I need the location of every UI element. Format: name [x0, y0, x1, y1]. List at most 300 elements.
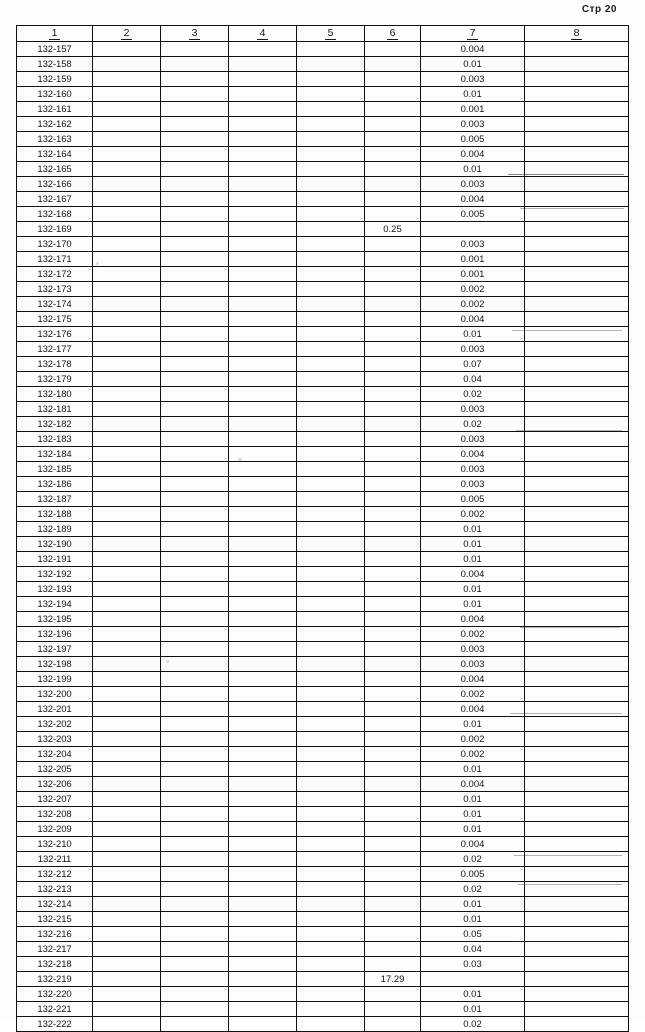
table-cell: 132-175	[17, 312, 93, 327]
table-cell: 132-159	[17, 72, 93, 87]
table-cell	[525, 252, 629, 267]
table-cell	[161, 582, 229, 597]
table-cell	[229, 42, 297, 57]
table-cell	[93, 72, 161, 87]
table-cell	[297, 537, 365, 552]
table-cell	[93, 882, 161, 897]
table-cell: 132-197	[17, 642, 93, 657]
table-cell: 0.01	[421, 327, 525, 342]
table-cell	[93, 642, 161, 657]
table-cell	[93, 927, 161, 942]
table-cell	[525, 942, 629, 957]
table-cell	[93, 687, 161, 702]
table-row	[17, 657, 629, 672]
table-cell: 132-216	[17, 927, 93, 942]
table-cell	[93, 117, 161, 132]
table-cell: 132-191	[17, 552, 93, 567]
table-cell	[525, 357, 629, 372]
table-cell	[229, 132, 297, 147]
table-cell	[525, 672, 629, 687]
scan-artifact-streak	[512, 941, 622, 942]
table-cell	[297, 687, 365, 702]
table-cell: 0.002	[421, 282, 525, 297]
table-row	[17, 582, 629, 597]
table-cell	[93, 792, 161, 807]
table-cell	[161, 777, 229, 792]
table-cell	[93, 147, 161, 162]
table-cell	[525, 372, 629, 387]
table-cell	[525, 777, 629, 792]
table-cell: 0.01	[421, 87, 525, 102]
table-cell	[525, 297, 629, 312]
table-cell: 132-188	[17, 507, 93, 522]
table-cell	[365, 402, 421, 417]
table-cell	[93, 372, 161, 387]
table-row	[17, 672, 629, 687]
table-cell: 132-204	[17, 747, 93, 762]
table-cell	[365, 792, 421, 807]
table-cell: 0.05	[421, 927, 525, 942]
table-row	[17, 147, 629, 162]
table-cell: 132-160	[17, 87, 93, 102]
table-row	[17, 357, 629, 372]
table-cell	[297, 252, 365, 267]
table-cell	[229, 822, 297, 837]
table-row	[17, 552, 629, 567]
table-cell	[365, 102, 421, 117]
table-cell: 132-173	[17, 282, 93, 297]
table-cell	[93, 522, 161, 537]
table-cell	[93, 1017, 161, 1032]
table-cell	[421, 222, 525, 237]
table-cell	[297, 267, 365, 282]
table-cell	[229, 372, 297, 387]
table-cell	[525, 192, 629, 207]
column-header-5	[297, 26, 365, 42]
table-cell	[297, 777, 365, 792]
table-row	[17, 537, 629, 552]
table-cell	[93, 912, 161, 927]
column-header-2	[93, 26, 161, 42]
table-cell	[525, 987, 629, 1002]
table-cell	[93, 987, 161, 1002]
table-cell	[525, 102, 629, 117]
table-cell	[297, 672, 365, 687]
table-cell	[161, 42, 229, 57]
table-cell: 132-194	[17, 597, 93, 612]
table-cell: 0.01	[421, 552, 525, 567]
table-cell	[365, 447, 421, 462]
table-cell: 132-218	[17, 957, 93, 972]
table-cell	[525, 657, 629, 672]
table-cell	[93, 402, 161, 417]
table-cell: 0.002	[421, 687, 525, 702]
table-cell	[161, 462, 229, 477]
table-cell: 0.004	[421, 837, 525, 852]
table-cell	[297, 117, 365, 132]
table-cell	[93, 492, 161, 507]
table-cell: 132-221	[17, 1002, 93, 1017]
table-cell	[229, 582, 297, 597]
table-cell	[161, 147, 229, 162]
table-cell	[525, 447, 629, 462]
table-cell	[93, 672, 161, 687]
table-cell: 132-167	[17, 192, 93, 207]
table-cell	[297, 87, 365, 102]
table-cell	[229, 642, 297, 657]
table-cell	[229, 627, 297, 642]
table-cell	[525, 582, 629, 597]
column-header-7-label: 7	[467, 28, 479, 40]
table-cell	[93, 327, 161, 342]
table-cell: 0.004	[421, 192, 525, 207]
table-cell	[525, 852, 629, 867]
table-cell	[229, 597, 297, 612]
table-cell	[297, 972, 365, 987]
table-cell: 0.01	[421, 582, 525, 597]
table-cell	[365, 837, 421, 852]
table-cell: 0.01	[421, 807, 525, 822]
table-cell	[161, 897, 229, 912]
table-cell	[93, 1002, 161, 1017]
table-cell	[297, 132, 365, 147]
table-cell: 0.003	[421, 117, 525, 132]
table-cell	[365, 57, 421, 72]
table-cell	[525, 267, 629, 282]
table-cell	[93, 162, 161, 177]
table-cell	[297, 417, 365, 432]
table-cell	[161, 717, 229, 732]
table-cell	[365, 342, 421, 357]
table-cell	[297, 297, 365, 312]
column-header-8	[525, 26, 629, 42]
table-row	[17, 852, 629, 867]
table-cell: 132-219	[17, 972, 93, 987]
table-cell: 0.04	[421, 942, 525, 957]
table-cell: 0.004	[421, 777, 525, 792]
table-row	[17, 252, 629, 267]
table-cell	[93, 942, 161, 957]
table-row	[17, 522, 629, 537]
table-cell	[161, 612, 229, 627]
table-cell	[161, 522, 229, 537]
table-row	[17, 327, 629, 342]
table-cell	[365, 942, 421, 957]
table-cell	[365, 852, 421, 867]
table-row	[17, 87, 629, 102]
table-cell	[161, 852, 229, 867]
table-row	[17, 387, 629, 402]
table-cell	[297, 1002, 365, 1017]
table-cell	[161, 312, 229, 327]
table-cell	[229, 507, 297, 522]
table-cell	[525, 72, 629, 87]
table-cell: 132-201	[17, 702, 93, 717]
table-row	[17, 462, 629, 477]
table-cell: 0.01	[421, 822, 525, 837]
table-row	[17, 132, 629, 147]
table-cell	[93, 252, 161, 267]
table-cell	[365, 522, 421, 537]
table-cell: 132-157	[17, 42, 93, 57]
table-cell	[229, 882, 297, 897]
table-cell	[297, 657, 365, 672]
table-cell	[229, 942, 297, 957]
table-cell	[229, 732, 297, 747]
table-cell	[161, 327, 229, 342]
table-cell: 0.004	[421, 147, 525, 162]
table-cell: 132-169	[17, 222, 93, 237]
table-row	[17, 717, 629, 732]
table-cell	[365, 867, 421, 882]
table-cell	[365, 72, 421, 87]
table-cell: 0.02	[421, 852, 525, 867]
column-header-1-label: 1	[49, 28, 61, 40]
table-cell	[161, 222, 229, 237]
table-cell	[365, 567, 421, 582]
table-cell	[365, 642, 421, 657]
table-cell	[525, 612, 629, 627]
table-cell	[229, 987, 297, 1002]
table-cell: 0.004	[421, 672, 525, 687]
table-cell	[161, 822, 229, 837]
column-header-6	[365, 26, 421, 42]
table-cell: 132-208	[17, 807, 93, 822]
table-cell	[365, 372, 421, 387]
table-cell: 0.002	[421, 747, 525, 762]
table-cell	[93, 42, 161, 57]
table-row	[17, 342, 629, 357]
column-header-3-label: 3	[189, 28, 201, 40]
table-cell	[229, 672, 297, 687]
table-row	[17, 927, 629, 942]
table-cell: 132-203	[17, 732, 93, 747]
scan-artifact-spot	[238, 458, 242, 461]
table-cell	[161, 672, 229, 687]
table-cell	[297, 177, 365, 192]
table-cell: 0.004	[421, 312, 525, 327]
table-header-row	[17, 26, 629, 42]
table-cell	[229, 612, 297, 627]
table-cell	[297, 207, 365, 222]
table-cell: 0.02	[421, 882, 525, 897]
table-row	[17, 297, 629, 312]
scan-artifact-spot	[166, 660, 169, 663]
table-cell: 132-182	[17, 417, 93, 432]
table-row	[17, 987, 629, 1002]
table-cell	[297, 237, 365, 252]
table-cell	[525, 897, 629, 912]
column-header-8-label: 8	[571, 28, 583, 40]
table-cell	[93, 222, 161, 237]
table-cell: 0.003	[421, 72, 525, 87]
table-cell	[93, 822, 161, 837]
table-cell: 0.25	[365, 222, 421, 237]
table-cell	[93, 417, 161, 432]
table-cell	[161, 747, 229, 762]
table-cell	[229, 432, 297, 447]
table-cell	[161, 342, 229, 357]
table-row	[17, 57, 629, 72]
table-cell	[525, 132, 629, 147]
table-cell	[229, 402, 297, 417]
table-cell	[229, 117, 297, 132]
table-cell	[365, 492, 421, 507]
table-cell	[525, 912, 629, 927]
table-cell	[525, 762, 629, 777]
table-cell	[229, 177, 297, 192]
table-cell: 132-170	[17, 237, 93, 252]
table-cell	[365, 537, 421, 552]
table-cell	[93, 897, 161, 912]
table-cell	[297, 192, 365, 207]
table-cell	[161, 657, 229, 672]
table-cell: 132-220	[17, 987, 93, 1002]
table-cell: 0.01	[421, 792, 525, 807]
table-cell: 132-178	[17, 357, 93, 372]
table-cell	[229, 762, 297, 777]
table-cell	[229, 222, 297, 237]
table-cell	[365, 882, 421, 897]
scan-artifact-streak	[514, 855, 622, 856]
table-cell	[161, 837, 229, 852]
table-cell	[525, 822, 629, 837]
table-cell: 17.29	[365, 972, 421, 987]
table-cell: 0.003	[421, 657, 525, 672]
table-cell	[229, 972, 297, 987]
table-cell	[525, 747, 629, 762]
table-cell	[297, 627, 365, 642]
table-cell	[93, 762, 161, 777]
table-cell	[297, 522, 365, 537]
table-cell	[93, 102, 161, 117]
table-cell	[229, 927, 297, 942]
table-cell	[229, 87, 297, 102]
table-row	[17, 642, 629, 657]
table-cell	[229, 342, 297, 357]
table-cell	[93, 537, 161, 552]
table-cell	[93, 132, 161, 147]
table-cell: 132-176	[17, 327, 93, 342]
table-cell	[161, 492, 229, 507]
table-cell	[297, 327, 365, 342]
table-cell	[229, 492, 297, 507]
table-cell	[297, 432, 365, 447]
table-cell	[365, 612, 421, 627]
table-cell	[365, 672, 421, 687]
table-cell	[297, 792, 365, 807]
table-cell	[93, 657, 161, 672]
table-cell	[525, 237, 629, 252]
table-cell: 0.01	[421, 162, 525, 177]
table-cell	[297, 837, 365, 852]
table-row	[17, 792, 629, 807]
table-cell	[93, 567, 161, 582]
table-cell	[161, 1017, 229, 1032]
table-cell	[161, 942, 229, 957]
table-cell: 0.01	[421, 762, 525, 777]
table-cell	[297, 222, 365, 237]
table-cell	[365, 987, 421, 1002]
table-cell	[93, 312, 161, 327]
table-cell	[93, 57, 161, 72]
table-cell	[93, 747, 161, 762]
table-cell	[161, 207, 229, 222]
table-cell	[161, 732, 229, 747]
table-cell: 132-202	[17, 717, 93, 732]
table-cell: 132-209	[17, 822, 93, 837]
table-cell	[365, 627, 421, 642]
table-cell	[229, 717, 297, 732]
table-cell	[297, 702, 365, 717]
table-cell: 132-206	[17, 777, 93, 792]
table-cell	[525, 327, 629, 342]
table-cell	[229, 282, 297, 297]
table-cell	[365, 702, 421, 717]
table-cell: 0.01	[421, 522, 525, 537]
scan-artifact-streak	[510, 713, 622, 714]
table-cell	[297, 102, 365, 117]
table-row	[17, 222, 629, 237]
table-cell	[525, 552, 629, 567]
table-cell	[161, 282, 229, 297]
table-cell: 0.003	[421, 642, 525, 657]
table-row	[17, 402, 629, 417]
table-cell	[365, 432, 421, 447]
table-cell	[161, 177, 229, 192]
column-header-7	[421, 26, 525, 42]
table-cell	[365, 417, 421, 432]
table-cell: 0.01	[421, 537, 525, 552]
table-cell	[161, 687, 229, 702]
table-cell	[365, 147, 421, 162]
table-cell	[93, 207, 161, 222]
table-cell	[365, 912, 421, 927]
table-cell	[365, 897, 421, 912]
table-cell	[161, 57, 229, 72]
table-body	[17, 42, 629, 1032]
table-cell: 0.005	[421, 867, 525, 882]
table-cell	[297, 942, 365, 957]
table-cell: 132-179	[17, 372, 93, 387]
table-cell	[365, 282, 421, 297]
table-cell	[161, 987, 229, 1002]
table-cell	[161, 762, 229, 777]
table-cell	[229, 852, 297, 867]
table-cell: 132-164	[17, 147, 93, 162]
table-cell	[161, 1002, 229, 1017]
table-cell	[229, 312, 297, 327]
table-cell	[161, 702, 229, 717]
table-cell	[229, 252, 297, 267]
table-cell	[93, 462, 161, 477]
table-cell	[297, 567, 365, 582]
table-cell: 132-217	[17, 942, 93, 957]
table-cell: 0.003	[421, 342, 525, 357]
table-cell	[365, 597, 421, 612]
table-cell: 132-166	[17, 177, 93, 192]
table-cell	[297, 42, 365, 57]
scan-artifact-streak	[516, 430, 622, 431]
table-cell	[297, 402, 365, 417]
table-cell	[525, 867, 629, 882]
table-cell	[297, 822, 365, 837]
table-cell: 132-211	[17, 852, 93, 867]
table-cell: 0.001	[421, 252, 525, 267]
table-cell	[297, 927, 365, 942]
table-row	[17, 867, 629, 882]
table-row	[17, 777, 629, 792]
